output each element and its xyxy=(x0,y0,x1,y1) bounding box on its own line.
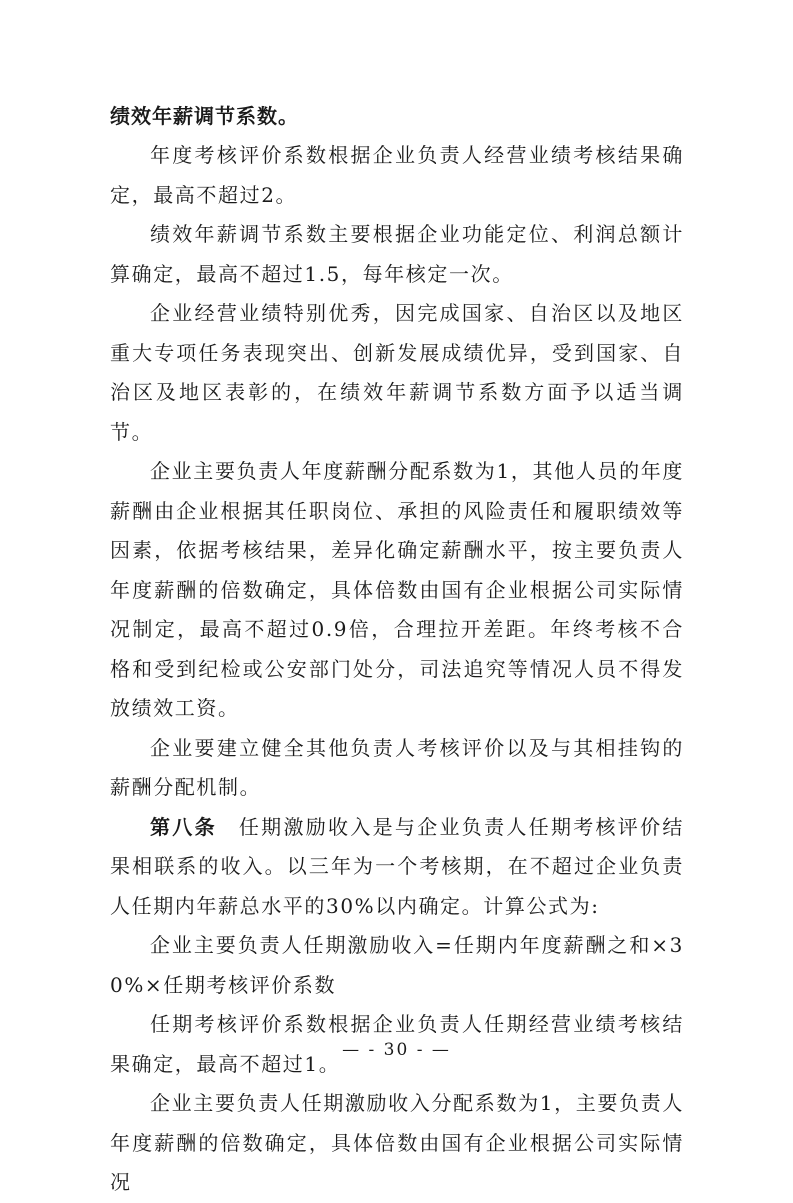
paragraph-adjustment-coefficient: 绩效年薪调节系数主要根据企业功能定位、利润总额计算确定，最高不超过1.5，每年核定一次。 xyxy=(110,222,684,286)
paragraph-distribution-coefficient: 企业主要负责人年度薪酬分配系数为1，其他人员的年度薪酬由企业根据其任职岗位、承担的风险责任和履职绩效等因素，依据考核结果，差异化确定薪酬水平，按主要负责人年度薪酬的倍数确定，具体倍数由国有企业根据公司实际情况制定，最高不超过0.9倍，合理拉开差距。年终考核不合格和受到纪检或公安部门处分，司法追究等情况人员不得发放绩效工资。 xyxy=(110,459,684,720)
paragraph-annual-evaluation: 年度考核评价系数根据企业负责人经营业绩考核结果确定，最高不超过2。 xyxy=(110,143,684,207)
paragraph-mechanism: 企业要建立健全其他负责人考核评价以及与其相挂钩的薪酬分配机制。 xyxy=(110,735,684,799)
document-page xyxy=(110,97,684,1203)
article-eight xyxy=(110,808,684,927)
paragraph-outstanding-performance: 企业经营业绩特别优秀，因完成国家、自治区以及地区重大专项任务表现突出、创新发展成绩优异，受到国家、自治区及地区表彰的，在绩效年薪调节系数方面予以适当调节。 xyxy=(110,301,684,444)
article-label: 第八条 xyxy=(150,814,217,839)
paragraph-term-distribution: 企业主要负责人任期激励收入分配系数为1，主要负责人年度薪酬的倍数确定，具体倍数由国有企业根据公司实际情况 xyxy=(110,1091,684,1194)
page-number: — - 30 - — xyxy=(342,1040,451,1060)
paragraph-term-evaluation: 任期考核评价系数根据企业负责人任期经营业绩考核结果确定，最高不超过1。 xyxy=(110,1012,684,1076)
paragraph-formula: 企业主要负责人任期激励收入=任期内年度薪酬之和×30%×任期考核评价系数 xyxy=(110,933,684,997)
section-heading: 绩效年薪调节系数。 xyxy=(110,104,299,128)
article-text: 任期激励收入是与企业负责人任期考核评价结果相联系的收入。以三年为一个考核期，在不超过企业负责人任期内年薪总水平的30%以内确定。计算公式为: xyxy=(110,814,684,918)
